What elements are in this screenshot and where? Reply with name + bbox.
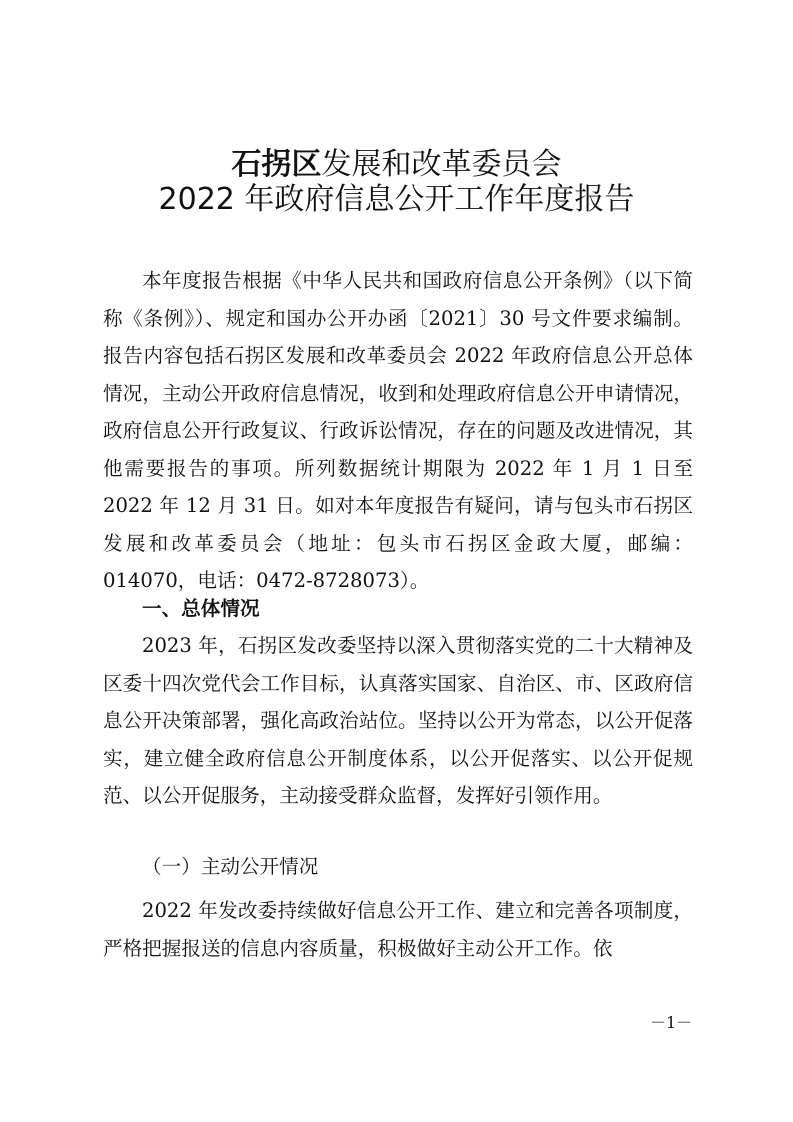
title-district-name: 石拐区 (231, 147, 322, 182)
report-title-line2: 2022 年政府信息公开工作年度报告 (158, 182, 635, 217)
report-title-line1 (0, 145, 793, 185)
subsection-heading-proactive-disclosure: （一）主动公开情况 (142, 855, 319, 878)
proactive-disclosure-paragraph: 2022 年发改委持续做好信息公开工作、建立和完善各项制度，严格把握报送的信息内容质量，积极做好主动公开工作。依 (103, 899, 693, 960)
intro-paragraph: 本年度报告根据《中华人民共和国政府信息公开条例》（以下简称《条例》）、规定和国办公开办函〔2021〕30 号文件要求编制。报告内容包括石拐区发展和改革委员会 2022 年政府信息公开总体情况，主动公开政府信息情况，收到和处理政府信息公开申请情况，政府信息公开行政复议、行政诉讼情况，存在的问题及改进情况，其他需要报告的事项。所列数据统计期限为 2022 年 1 月 1 日至 2022 年 12 月 31 日。如对本年度报告有疑问，请与包头市石拐区发展和改革委员会（地址：包头市石拐区金政大厦，邮编：014070，电话：0472-8728073）。 (103, 269, 693, 592)
section-heading-overview: 一、总体情况 (142, 597, 260, 620)
overview-paragraph: 2023 年，石拐区发改委坚持以深入贯彻落实党的二十大精神及区委十四次党代会工作目标，认真落实国家、自治区、市、区政府信息公开决策部署，强化高政治站位。坚持以公开为常态，以公开促落实，建立健全政府信息公开制度体系，以公开促落实、以公开促规范、以公开促服务，主动接受群众监督，发挥好引领作用。 (103, 634, 693, 807)
title-agency-name: 发展和改革委员会 (321, 147, 562, 182)
page-number: －1－ (650, 1013, 693, 1032)
